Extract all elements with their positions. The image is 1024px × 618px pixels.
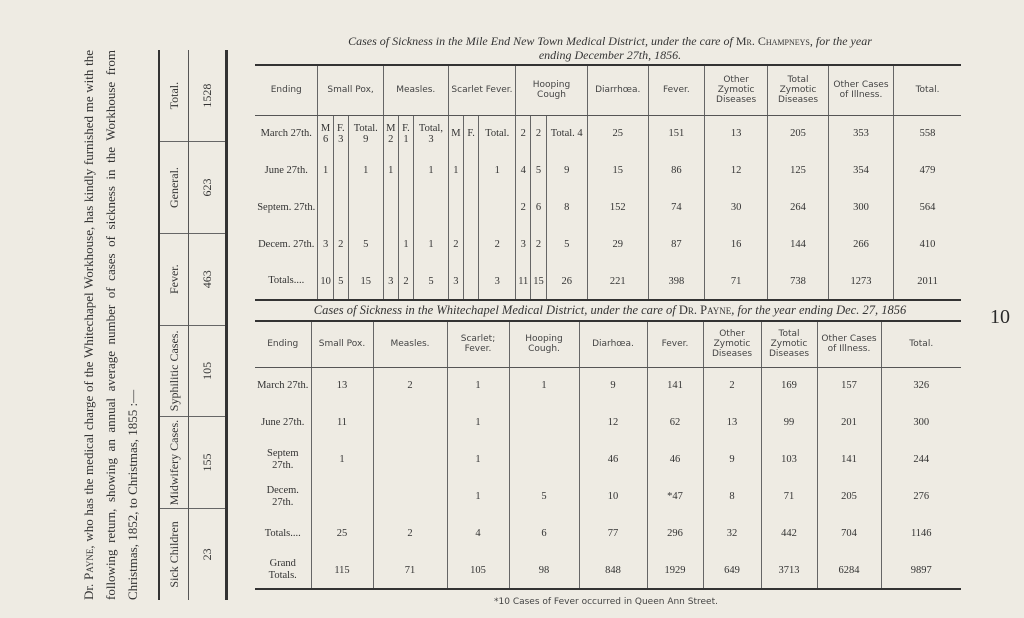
col-header: Sick Children (159, 508, 189, 600)
table-cell: F. 3 (333, 115, 348, 152)
table-cell (464, 189, 479, 226)
table-cell: 463 (189, 233, 227, 325)
table-cell: 5 (546, 226, 587, 263)
row-label: March 27th. (260, 127, 312, 139)
table-cell: 46 (579, 441, 647, 478)
table-cell: 87 (648, 226, 704, 263)
table-cell: 3713 (761, 552, 817, 589)
col-header: Scarlet; Fever. (447, 321, 509, 367)
table-cell: 3 (383, 263, 398, 300)
col-header: Total. (894, 65, 961, 115)
table-cell: 71 (761, 478, 817, 515)
table-cell: 9 (703, 441, 761, 478)
table-cell: 141 (817, 441, 881, 478)
table-cell: 1273 (828, 263, 893, 300)
table-cell: 141 (647, 367, 703, 404)
table-cell: 12 (705, 152, 768, 189)
table-cell: 276 (881, 478, 961, 515)
table-cell: 11 (311, 404, 373, 441)
table-cell: 98 (509, 552, 579, 589)
col-header: Ending (255, 321, 311, 367)
table-cell: 2 (531, 226, 546, 263)
table-cell (333, 189, 348, 226)
row-label: Septem 27th. (267, 447, 299, 471)
table-cell: 25 (587, 115, 648, 152)
col-header: Measles. (373, 321, 447, 367)
table-cell (318, 189, 333, 226)
table-cell: 5 (348, 226, 383, 263)
table-cell: 23 (199, 548, 214, 561)
table-cell: 15 (587, 152, 648, 189)
table-cell: 46 (647, 441, 703, 478)
table-cell: 1528 (189, 50, 227, 142)
table-cell: 86 (648, 152, 704, 189)
table-cell: 9 (579, 367, 647, 404)
table-cell: 1 (448, 152, 463, 189)
table-cell: 25 (311, 515, 373, 552)
table-cell: 2 (448, 226, 463, 263)
table-cell: 157 (817, 367, 881, 404)
table1-caption: Cases of Sickness in the Mile End New Town Medical District, under the care of Mr. Champneys, for the year ending December 27th, 1856. (348, 34, 872, 62)
table-cell: 5 (509, 478, 579, 515)
table-cell: 26 (546, 263, 587, 300)
table-cell: 5 (333, 263, 348, 300)
table-cell: 13 (703, 404, 761, 441)
table-cell: 4 (516, 152, 531, 189)
table-cell: 99 (761, 404, 817, 441)
table-row (255, 152, 961, 189)
doctor-name: Mr. Champneys (735, 34, 810, 48)
col-header: Other Zymotic Diseases (703, 321, 761, 367)
table-cell: 13 (311, 367, 373, 404)
table2-caption: Cases of Sickness in the Whitechapel Medical District, under the care of Dr. Payne, for the year ending Dec. 27, 1856 (313, 303, 907, 317)
table-cell: 1 (447, 478, 509, 515)
table-cell (464, 152, 479, 189)
table-cell: 3 (479, 263, 516, 300)
table-cell: 649 (703, 552, 761, 589)
table-cell: F. (464, 115, 479, 152)
table-cell: 4 (447, 515, 509, 552)
table-cell: 71 (373, 552, 447, 589)
table-cell: 77 (579, 515, 647, 552)
table-cell: 704 (817, 515, 881, 552)
table-row (255, 115, 961, 152)
table-cell: 30 (705, 189, 768, 226)
table-cell: 32 (703, 515, 761, 552)
table-cell (464, 263, 479, 300)
table-cell (464, 226, 479, 263)
mile-end-table (255, 64, 961, 301)
col-header: Other Cases of Illness. (817, 321, 881, 367)
table-cell: 398 (648, 263, 704, 300)
table-cell: 13 (705, 115, 768, 152)
table-cell: 1146 (881, 515, 961, 552)
row-label: March 27th. (257, 379, 309, 391)
table-cell: M (448, 115, 463, 152)
col-header: Scarlet Fever. (448, 65, 515, 115)
table-cell: M 2 (383, 115, 398, 152)
col-header: Other Zymotic Diseases (705, 65, 768, 115)
table-cell: 8 (546, 189, 587, 226)
table-cell: 103 (761, 441, 817, 478)
table-cell: 3 (516, 226, 531, 263)
table-cell: 8 (703, 478, 761, 515)
table-cell: 169 (761, 367, 817, 404)
table-cell: 155 (189, 417, 227, 509)
table-cell: 264 (768, 189, 829, 226)
table-cell: 2 (516, 189, 531, 226)
table-cell: 564 (894, 189, 961, 226)
doctor-name: Dr. Payne (678, 303, 732, 317)
table-cell: 10 (579, 478, 647, 515)
table-cell: Total, 3 (414, 115, 449, 152)
table-cell: 15 (531, 263, 546, 300)
table-row (255, 552, 961, 589)
col-header: Fever. (159, 233, 189, 325)
table-cell: 10 (318, 263, 333, 300)
row-label: Totals.... (268, 275, 305, 286)
row-label: Decem. 27th. (266, 484, 299, 508)
table-cell: 105 (447, 552, 509, 589)
table-cell: 300 (828, 189, 893, 226)
table-cell: 1 (414, 226, 449, 263)
table-cell (383, 226, 398, 263)
table-cell (448, 189, 463, 226)
row-label: Grand Totals. (268, 558, 297, 581)
table-cell: 152 (587, 189, 648, 226)
table-cell: F. 1 (398, 115, 413, 152)
table-cell: 11 (516, 263, 531, 300)
rotated-section (78, 50, 238, 600)
table-cell: 1 (383, 152, 398, 189)
table-cell: 1 (311, 441, 373, 478)
table-cell: 1 (447, 441, 509, 478)
col-header: Total. (881, 321, 961, 367)
table-cell: 12 (579, 404, 647, 441)
table-cell: M 6 (318, 115, 333, 152)
table-cell (398, 152, 413, 189)
col-header: Midwifery Cases. (159, 417, 189, 509)
table-cell: 479 (894, 152, 961, 189)
table-cell: 2011 (894, 263, 961, 300)
table-cell: 74 (648, 189, 704, 226)
table-cell: 738 (768, 263, 829, 300)
col-header: Small Pox, (318, 65, 383, 115)
table-cell: 16 (705, 226, 768, 263)
row-label: Decem. 27th. (258, 238, 315, 250)
table-cell: 9897 (881, 552, 961, 589)
table-cell: 125 (768, 152, 829, 189)
table-cell: 1 (447, 367, 509, 404)
table-cell: 2 (516, 115, 531, 152)
table-cell: 296 (647, 515, 703, 552)
table-row (255, 404, 961, 441)
table-cell: Total. 9 (348, 115, 383, 152)
table-cell: *47 (647, 478, 703, 515)
table-cell: 144 (768, 226, 829, 263)
table-cell: 266 (828, 226, 893, 263)
workhouse-header-row (159, 50, 189, 600)
table-cell: 5 (414, 263, 449, 300)
col-header: Measles. (383, 65, 448, 115)
table-cell: 2 (398, 263, 413, 300)
table-cell: 2 (373, 515, 447, 552)
table-cell: 1 (479, 152, 516, 189)
table-cell (509, 441, 579, 478)
col-header: Other Cases of Illness. (828, 65, 893, 115)
table-cell: 9 (546, 152, 587, 189)
table-cell: 1 (318, 152, 333, 189)
table-cell: 2 (333, 226, 348, 263)
footnote: *10 Cases of Fever occurred in Queen Ann Street. (494, 597, 718, 607)
table-cell: 2 (479, 226, 516, 263)
table1-header-row (255, 65, 961, 115)
table-cell: 205 (817, 478, 881, 515)
col-header: Diarhœa. (579, 321, 647, 367)
table-cell (348, 189, 383, 226)
table-cell: 151 (648, 115, 704, 152)
table-cell (311, 478, 373, 515)
table-cell (373, 478, 447, 515)
table-row (255, 441, 961, 478)
col-header: Total. (159, 50, 189, 142)
table-cell: 1929 (647, 552, 703, 589)
table-cell (414, 189, 449, 226)
table-cell: 300 (881, 404, 961, 441)
table-cell: 848 (579, 552, 647, 589)
whitechapel-table (255, 320, 961, 590)
table-cell: 354 (828, 152, 893, 189)
table-cell: 221 (587, 263, 648, 300)
table-cell: 3 (448, 263, 463, 300)
col-header: Fever. (647, 321, 703, 367)
table-row (255, 263, 961, 300)
col-header: Diarrhœa. (587, 65, 648, 115)
workhouse-value-row (189, 50, 227, 600)
table-cell: 6284 (817, 552, 881, 589)
table-cell (373, 441, 447, 478)
table-row (255, 226, 961, 263)
col-header: Hooping Cough. (509, 321, 579, 367)
table-cell (479, 189, 516, 226)
table-cell (333, 152, 348, 189)
table-cell (373, 404, 447, 441)
table-row (255, 515, 961, 552)
table-cell: 558 (894, 115, 961, 152)
table-cell: 442 (761, 515, 817, 552)
workhouse-table (158, 50, 228, 600)
col-header: Total Zymotic Diseases (761, 321, 817, 367)
col-header: Fever. (648, 65, 704, 115)
table-cell: 5 (531, 152, 546, 189)
row-label: June 27th. (261, 416, 305, 428)
table-cell: 2 (531, 115, 546, 152)
table-cell (398, 189, 413, 226)
table-cell: 15 (348, 263, 383, 300)
col-header: Hooping Cough (516, 65, 588, 115)
row-label: June 27th. (264, 164, 308, 176)
table-cell: 29 (587, 226, 648, 263)
table-row (255, 367, 961, 404)
table-cell: 115 (311, 552, 373, 589)
col-header: General. (159, 142, 189, 234)
table-cell: 201 (817, 404, 881, 441)
table-cell (383, 189, 398, 226)
table-cell: 623 (189, 142, 227, 234)
table-cell: 1 (509, 367, 579, 404)
col-header: Total Zymotic Diseases (768, 65, 829, 115)
table-cell: 1 (414, 152, 449, 189)
table-cell: 1 (348, 152, 383, 189)
table-cell: 1 (447, 404, 509, 441)
table2-header-row (255, 321, 961, 367)
table-cell: 326 (881, 367, 961, 404)
table-cell: Total. 4 (546, 115, 587, 152)
table-cell (509, 404, 579, 441)
col-header: Small Pox. (311, 321, 373, 367)
table-cell: 353 (828, 115, 893, 152)
row-label: Septem. 27th. (257, 201, 316, 213)
table-cell: 410 (894, 226, 961, 263)
table-cell: 71 (705, 263, 768, 300)
table-cell: 2 (703, 367, 761, 404)
table-cell: 3 (318, 226, 333, 263)
col-header: Syphilitic Cases. (159, 325, 189, 417)
table-cell: 6 (531, 189, 546, 226)
row-label: Totals.... (264, 527, 301, 539)
table-cell: 62 (647, 404, 703, 441)
table-cell: Total. (479, 115, 516, 152)
table-cell: 205 (768, 115, 829, 152)
workhouse-paragraph: Dr. Payne, who has the medical charge of the Whitechapel Workhouse, has kindly furnished me with the following return, showing an annual average number of cases of sickness in the Workhouse from Christmas, 1852, to Christmas, 1855 :— (81, 50, 140, 600)
table-row (255, 478, 961, 515)
col-header: Ending (255, 65, 318, 115)
page-number: 10 (990, 306, 1010, 328)
table-cell: 1 (398, 226, 413, 263)
table-cell: 244 (881, 441, 961, 478)
table-cell: 105 (189, 325, 227, 417)
table-cell: 6 (509, 515, 579, 552)
table-cell: 2 (373, 367, 447, 404)
table-row (255, 189, 961, 226)
author-name: Payne (81, 548, 96, 581)
